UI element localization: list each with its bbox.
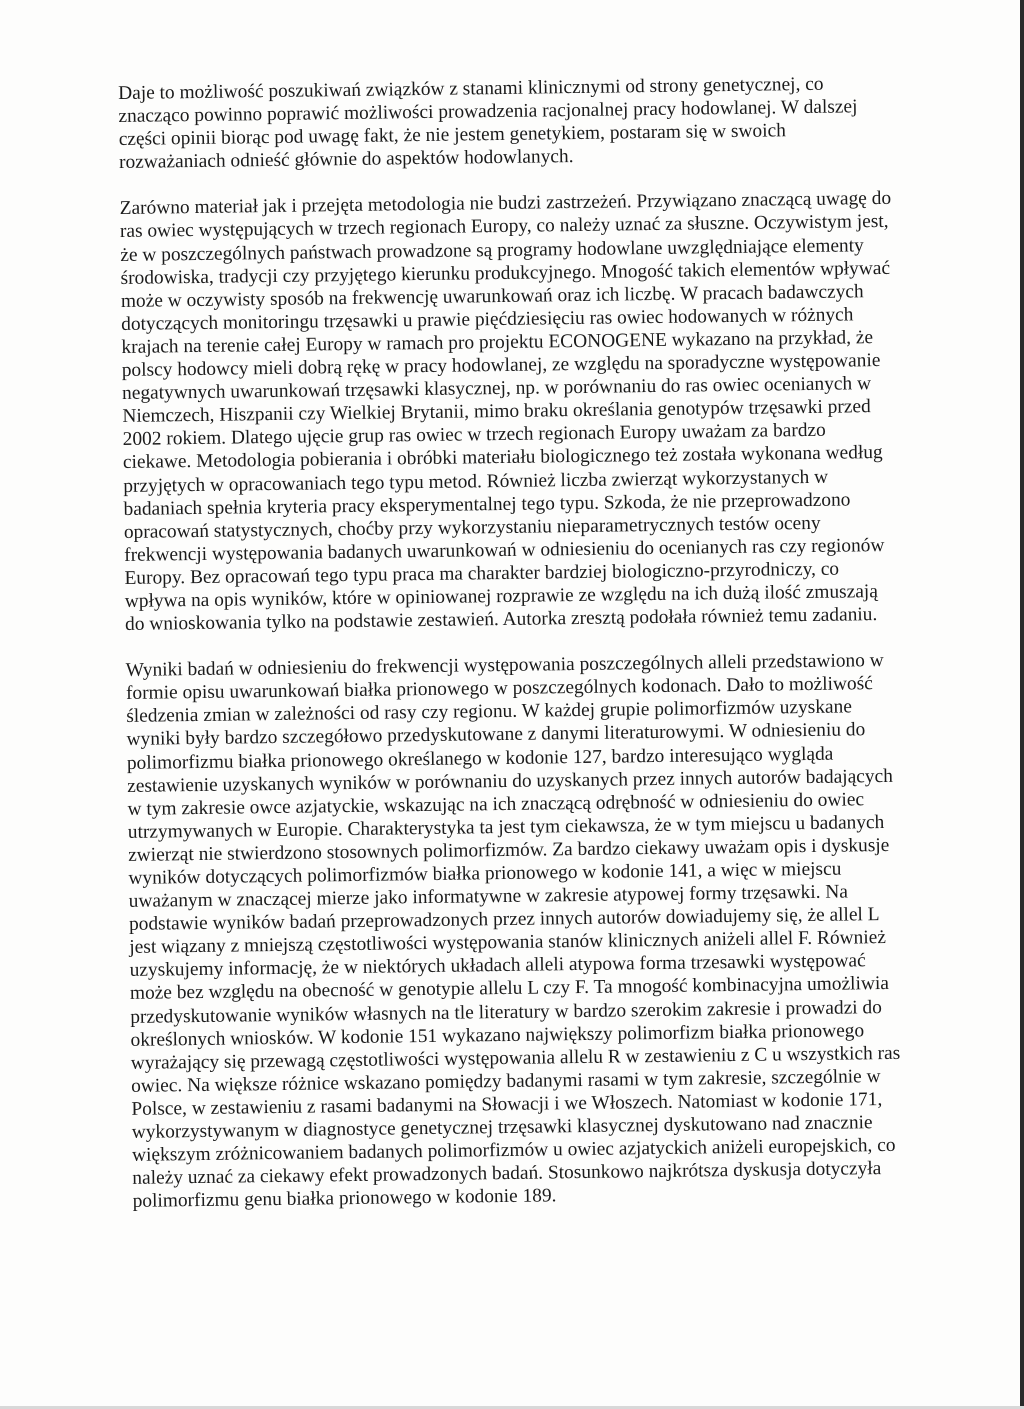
text-line: Zarówno materiał jak i przejęta metodologia nie budzi zastrzeżeń. Przywiązano znaczącą uwagę do [119, 188, 892, 220]
text-line: może bez względu na obecność w genotypie allelu L czy F. Ta mnogość kombinacyjna umożliwia [129, 973, 890, 1005]
text-line: należy uznać za ciekawy efekt prowadzonych badań. Stosunkowo najkrótsza dyskusja dotyczyła [132, 1158, 882, 1190]
text-line: może w oczywisty sposób na frekwencję uwarunkowań oraz ich liczbę. W pracach badawczych [120, 281, 864, 312]
text-line: Wyniki badań w odniesieniu do frekwencji występowania poszczególnych alleli przedstawiono w [125, 650, 884, 682]
paragraph [126, 648, 945, 1213]
text-line: uzyskujemy informację, że w niektórych układach alleli atypowa forma trzesawki występować [129, 950, 866, 982]
text-line: krajach na terenie całej Europy w ramach pro projektu ECONOGENE wykazano na przykład, że [121, 327, 874, 358]
text-line: określonych wniosków. W kodonie 151 wykazano największy polimorfizm białka prionowego [130, 1019, 865, 1051]
text-line: jest wiązany z mniejszą częstotliwości występowania stanów klinicznych aniżeli allel F. Również [129, 927, 887, 959]
paragraph [118, 71, 931, 174]
text-line: wpływa na opis wyników, które w opiniowanej rozprawie ze względu na ich dużą ilość zmuszają [124, 581, 878, 612]
text-line: środowiska, tradycji czy przyjętego kierunku produkcyjnego. Mnogość takich elementów wpływać [120, 257, 891, 289]
text-line: polimorfizmu genu białka prionowego w kodonie 189. [132, 1185, 557, 1213]
text-line: większym zróżnicowaniem badanych polimorfizmów u owiec azjatyckich aniżeli europejskich, co [131, 1135, 896, 1167]
text-line: Niemczech, Hiszpanii czy Wielkiej Brytanii, mimo braku określania genotypów trzęsawki przed [122, 396, 871, 428]
text-line: wyrażający się przewagą częstotliwości występowania allelu R w zestawieniu z C u wszystkich ras [130, 1042, 901, 1074]
text-line: części opinii biorąc pod uwagę fakt, że nie jestem genetykiem, postaram się w swoich [118, 120, 786, 151]
text-line: znacząco powinno poprawić możliwości prowadzenia racjonalnej pracy hodowlanej. W dalszej [118, 96, 858, 128]
text-line: formie opisu uwarunkowań białka prionowego w poszczególnych kodonach. Dało to możliwość [125, 673, 873, 705]
text-line: uważanym w znaczącej mierze jako informatywne w zakresie atypowej formy trzęsawki. Na [128, 881, 849, 913]
text-line: ciekawe. Metodologia pobierania i obróbki materiału biologicznego też została wykonana według [122, 442, 883, 474]
text-line: zwierząt nie stwierdzono stosownych polimorfizmów. Za bardzo ciekawy uważam opis i dyskusje [127, 834, 890, 866]
text-line: owiec. Na większe różnice wskazano pomiędzy badanymi rasami w tym zakresie, szczególnie w [131, 1065, 881, 1097]
text-line: ras owiec występujących w trzech regionach Europy, co należy uznać za słuszne. Oczywistym jest, [119, 211, 889, 243]
text-line: polscy hodowcy mieli dobrą rękę w pracy hodowlanej, ze względu na sporadyczne występowanie [121, 350, 881, 382]
text-line: wyników dotyczących polimorfizmów białka prionowego w kodonie 141, a więc w miejscu [128, 858, 842, 889]
text-line: Daje to możliwość poszukiwań związków z stanami klinicznymi od strony genetycznej, co [118, 73, 824, 104]
text-line: rozważaniach odnieść głównie do aspektów hodowlanych. [118, 146, 574, 174]
text-line: że w poszczególnych państwach prowadzone są programy hodowlane uwzględniające elementy [120, 234, 864, 266]
text-line: przedyskutowanie wyników własnych na tle literatury w bardzo szerokim zakresie i prowadzi do [130, 996, 883, 1028]
text-line: wykorzystywanym w diagnostyce genetycznej trzęsawki klasycznej dyskutowano nad znacznie [131, 1112, 873, 1143]
text-line: polimorfizmu białka prionowego określanego w kodonie 127, bardzo interesująco wygląda [126, 743, 834, 774]
text-line: utrzymywanych w Europie. Charakterystyka ta jest tym ciekawsza, że w tym miejscu u badanych [127, 811, 885, 843]
text-line: Europy. Bez opracowań tego typu praca ma charakter bardziej biologiczno-przyrodniczy, co [124, 558, 840, 589]
text-line: wyniki były bardzo szczegółowo przedyskutowane z danymi literaturowymi. W odniesieniu do [126, 719, 866, 751]
text-line: 2002 rokiem. Dlatego ujęcie grup ras owiec w trzech regionach Europy uważam za bardzo [122, 420, 826, 451]
document-body [118, 71, 945, 1236]
text-line: zestawienie uzyskanych wyników w porównaniu do uzyskanych przez innych autorów badających [127, 765, 893, 797]
paragraph [120, 187, 938, 636]
text-line: śledzenia zmian w zależności od rasy czy regionu. W każdej grupie polimorfizmów uzyskane [126, 696, 853, 728]
text-line: Polsce, w zestawieniu z rasami badanymi na Słowacji i we Włoszech. Natomiast w kodonie 171, [131, 1089, 883, 1120]
scan-border-right [1020, 0, 1024, 1409]
text-line: opracowań statystycznych, choćby przy wykorzystaniu nieparametrycznych testów oceny [123, 512, 821, 543]
text-line: przyjętych w opracowaniach tego typu metod. Również liczba zwierząt wykorzystanych w [123, 466, 829, 497]
text-line: negatywnych uwarunkowań trzęsawki klasycznej, np. w porównaniu do ras owiec ocenianych w [121, 373, 872, 405]
text-line: w tym zakresie owce azjatyckie, wskazując na ich znaczącą odrębność w odniesieniu do owiec [127, 789, 865, 820]
text-line: do wnioskowania tylko na podstawie zestawień. Autorka zresztą podołała również temu zadaniu. [124, 604, 878, 636]
text-line: dotyczących monitoringu trzęsawki u prawie pięćdziesięciu ras owiec hodowanych w różnych [121, 304, 854, 335]
text-line: podstawie wyników badań przeprowadzonych przez innych autorów dowiadujemy się, że allel L [128, 904, 880, 936]
text-line: badaniach spełnia kryteria pracy eksperymentalnej tego typu. Szkoda, że nie przeprowadzono [123, 489, 851, 520]
text-line: frekwencji występowania badanych uwarunkowań w odniesieniu do ocenianych ras czy regionów [124, 534, 885, 566]
